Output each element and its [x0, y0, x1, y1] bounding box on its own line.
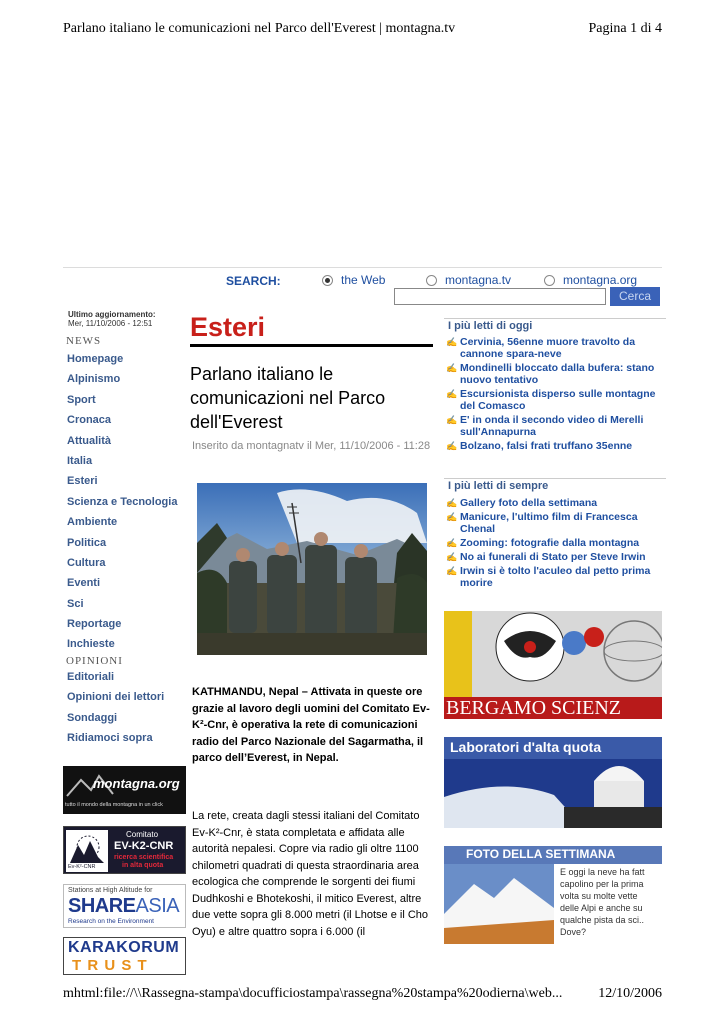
- article-lead: KATHMANDU, Nepal – Attivata in queste ore grazie al lavoro degli uomini del Comitato Ev-K²-Cnr, è operativa la rete di comunicazioni radio del Parco Nazionale del Sagarmatha, il parco dell’Everest, in Nepal.: [192, 686, 430, 764]
- news-nav: [63, 349, 188, 655]
- list-item-text[interactable]: [460, 537, 666, 549]
- nav-item-politica[interactable]: Politica: [67, 536, 107, 549]
- list-item-line[interactable]: Irwin si è tolto l'aculeo dal petto prima: [460, 565, 651, 577]
- montagna-banner-title: montagna.org: [93, 776, 180, 791]
- list-item[interactable]: [444, 537, 666, 549]
- pen-bullet-icon: ✍: [446, 512, 458, 522]
- nav-item-reportage[interactable]: Reportage: [67, 618, 122, 631]
- share-brand-2: ASIA: [135, 895, 180, 917]
- nav-item-scienza[interactable]: Scienza e Tecnologia: [67, 495, 178, 508]
- top-divider: [63, 267, 662, 268]
- opinioni-nav: [63, 667, 188, 749]
- share-asia-banner[interactable]: [63, 884, 186, 928]
- list-item-line[interactable]: E' in onda il secondo video di Merelli: [460, 414, 644, 426]
- laboratori-ad[interactable]: [444, 737, 662, 828]
- evk2-small-label: Ev-K²-CNR: [68, 864, 96, 870]
- foto-ad-line: Dove?: [560, 927, 587, 937]
- karakorum-line2: T R U S T: [72, 957, 148, 974]
- list-item-line[interactable]: cannone spara-neve: [460, 348, 562, 360]
- radio-selected-icon[interactable]: [322, 275, 333, 286]
- left-sidebar: [63, 310, 188, 748]
- list-item-line[interactable]: sull'Annapurna: [460, 426, 537, 438]
- pen-bullet-icon: ✍: [446, 389, 458, 399]
- karakorum-trust-banner[interactable]: [63, 937, 186, 975]
- list-item-line[interactable]: nuovo tentativo: [460, 374, 539, 386]
- nav-item-inchieste[interactable]: Inchieste: [67, 638, 115, 651]
- pen-bullet-icon: ✍: [446, 441, 458, 451]
- print-footer-date: 12/10/2006: [598, 986, 662, 1001]
- list-item-line[interactable]: No ai funerali di Stato per Steve Irwin: [460, 551, 646, 563]
- list-item[interactable]: [444, 551, 666, 563]
- evk2-line2: EV-K2-CNR: [114, 840, 174, 852]
- nav-item-ridiamoci[interactable]: Ridiamoci sopra: [67, 732, 153, 745]
- most-read-today: [444, 318, 666, 454]
- list-item-text[interactable]: [460, 511, 666, 535]
- article-photo: [197, 483, 427, 655]
- list-item-line[interactable]: Escursionista disperso sulle montagne: [460, 388, 656, 400]
- nav-item-homepage[interactable]: Homepage: [67, 353, 124, 365]
- list-item-line[interactable]: Cervinia, 56enne muore travolto da: [460, 336, 636, 348]
- search-label: SEARCH:: [226, 274, 281, 288]
- evk2-line4: in alta quota: [122, 862, 164, 869]
- list-item-text[interactable]: [460, 565, 666, 589]
- most-read-ever-heading: I più letti di sempre: [444, 478, 666, 492]
- list-item-line[interactable]: Manicure, l'ultimo film di Francesca: [460, 511, 638, 523]
- evk2-line3: ricerca scientifica: [114, 854, 174, 861]
- radio-icon[interactable]: [426, 275, 437, 286]
- list-item[interactable]: [444, 511, 666, 535]
- list-item[interactable]: [444, 414, 666, 438]
- list-item-text[interactable]: [460, 551, 666, 563]
- foto-ad-line: capolino per la prima: [560, 879, 644, 889]
- nav-item-eventi[interactable]: Eventi: [67, 577, 101, 590]
- montagna-org-banner[interactable]: [63, 766, 186, 814]
- article-body: La rete, creata dagli stessi italiani del Comitato Ev-K²-Cnr, è stata completata e affidata alle autorità nepalesi. Copre via radio gli oltre 1100 chilometri quadrati di questa straordinaria area ecologica che comprende le sorgenti dei fiumi Dudhkoshi e Bhotekoshi, il mitico Everest, altre due vette sopra gli 8.000 metri (il Lhotse e il Cho Oyu) e altre quattro sopra i 6.000 (il: [192, 810, 429, 938]
- radio-icon[interactable]: [544, 275, 555, 286]
- share-bottom-text: Research on the Environment: [68, 918, 154, 925]
- nav-item-cultura[interactable]: Cultura: [67, 556, 106, 569]
- nav-item-sci[interactable]: Sci: [67, 597, 84, 610]
- nav-item-ambiente[interactable]: Ambiente: [67, 516, 118, 529]
- search-option-montagna-org[interactable]: montagna.org: [544, 273, 637, 287]
- list-item-line[interactable]: Zooming: fotografie dalla montagna: [460, 537, 640, 549]
- foto-ad-line: delle Alpi e anche su: [560, 903, 643, 913]
- most-read-ever-list: [444, 497, 666, 589]
- article-meta: Inserito da montagnatv il Mer, 11/10/2006 - 11:28: [192, 440, 431, 452]
- list-item-line[interactable]: del Comasco: [460, 400, 526, 412]
- everest-team-photo: [197, 483, 427, 655]
- foto-ad-title: FOTO DELLA SETTIMANA: [466, 847, 616, 861]
- evk2-banner[interactable]: [63, 826, 186, 874]
- news-heading: NEWS: [66, 335, 102, 347]
- list-item-text[interactable]: [460, 414, 666, 438]
- search-option-montagna-tv[interactable]: montagna.tv: [426, 273, 511, 287]
- list-item[interactable]: [444, 388, 666, 412]
- list-item-text[interactable]: [460, 362, 666, 386]
- search-bar: [226, 272, 666, 312]
- updated-date: Mer, 11/10/2006 - 12:51: [68, 319, 153, 328]
- nav-item-sport[interactable]: Sport: [67, 393, 96, 406]
- foto-ad-line: volta su molte vette: [560, 891, 638, 901]
- section-title: Esteri: [190, 312, 266, 342]
- foto-ad-text-block: [560, 866, 662, 938]
- nav-item-esteri[interactable]: Esteri: [67, 475, 98, 488]
- foto-ad-line: E oggi la neve ha fatt: [560, 867, 645, 877]
- search-input[interactable]: [394, 288, 606, 305]
- nav-item-italia[interactable]: Italia: [67, 454, 93, 467]
- nav-item-editoriali[interactable]: Editoriali: [67, 670, 115, 683]
- share-top-text: Stations at High Altitude for: [68, 887, 153, 894]
- list-item-text[interactable]: [460, 336, 666, 360]
- pen-bullet-icon: ✍: [446, 363, 458, 373]
- list-item-line[interactable]: Mondinelli bloccato dalla bufera: stano: [460, 362, 655, 374]
- nav-item-cronaca[interactable]: Cronaca: [67, 414, 112, 427]
- pen-bullet-icon: ✍: [446, 538, 458, 548]
- pen-bullet-icon: ✍: [446, 552, 458, 562]
- most-read-today-list: [444, 336, 666, 452]
- most-read-ever: [444, 478, 666, 591]
- nav-item-opinioni-lettori[interactable]: Opinioni dei lettori: [67, 691, 165, 704]
- updated-label: Ultimo aggiornamento:: [68, 310, 156, 319]
- opinioni-heading: OPINIONI: [66, 654, 123, 667]
- nav-item-attualita[interactable]: Attualità: [67, 434, 111, 447]
- list-item-text[interactable]: [460, 388, 666, 412]
- list-item[interactable]: [444, 497, 666, 509]
- montagna-banner-tagline: tutto il mondo della montagna in un click: [65, 802, 163, 808]
- list-item[interactable]: [444, 565, 666, 589]
- pen-bullet-icon: ✍: [446, 337, 458, 347]
- list-item[interactable]: [444, 362, 666, 386]
- list-item-line[interactable]: Gallery foto della settimana: [460, 497, 598, 509]
- list-item-text[interactable]: [460, 440, 666, 452]
- bergamo-ad-text: BERGAMO SCIENZ: [446, 697, 622, 719]
- list-item[interactable]: [444, 336, 666, 360]
- pen-bullet-icon: ✍: [446, 498, 458, 508]
- search-option-web[interactable]: the Web: [322, 273, 385, 287]
- list-item[interactable]: [444, 440, 666, 452]
- list-item-line[interactable]: morire: [460, 577, 493, 589]
- laboratori-ad-text: Laboratori d'alta quota: [450, 739, 602, 755]
- bergamo-scienza-ad[interactable]: [444, 611, 662, 719]
- list-item-line[interactable]: Chenal: [460, 523, 496, 535]
- list-item-text[interactable]: [460, 497, 666, 509]
- pen-bullet-icon: ✍: [446, 415, 458, 425]
- print-header-page: Pagina 1 di 4: [588, 21, 662, 36]
- most-read-today-heading: I più letti di oggi: [444, 318, 666, 332]
- foto-settimana-ad[interactable]: [444, 846, 662, 944]
- list-item-line[interactable]: Bolzano, falsi frati truffano 35enne: [460, 440, 633, 452]
- article-title: Parlano italiano le comunicazioni nel Parco dell'Everest: [190, 364, 386, 432]
- print-footer-url: mhtml:file://\\Rassegna-stampa\docufficiostampa\rassegna%20stampa%20odierna\web...: [63, 986, 563, 1001]
- pen-bullet-icon: ✍: [446, 566, 458, 576]
- nav-item-sondaggi[interactable]: Sondaggi: [67, 711, 118, 724]
- section-rule: [190, 344, 433, 347]
- evk2-line1: Comitato: [126, 830, 159, 839]
- print-header-title: Parlano italiano le comunicazioni nel Parco dell'Everest | montagna.tv: [63, 21, 456, 36]
- nav-item-alpinismo[interactable]: Alpinismo: [67, 373, 121, 386]
- search-button[interactable]: Cerca: [610, 287, 660, 306]
- foto-ad-line: qualche pista da sci..: [560, 915, 645, 925]
- karakorum-line1: KARAKORUM: [68, 939, 180, 956]
- share-brand-1: SHARE: [68, 895, 136, 917]
- snowy-peak-photo: [444, 864, 554, 944]
